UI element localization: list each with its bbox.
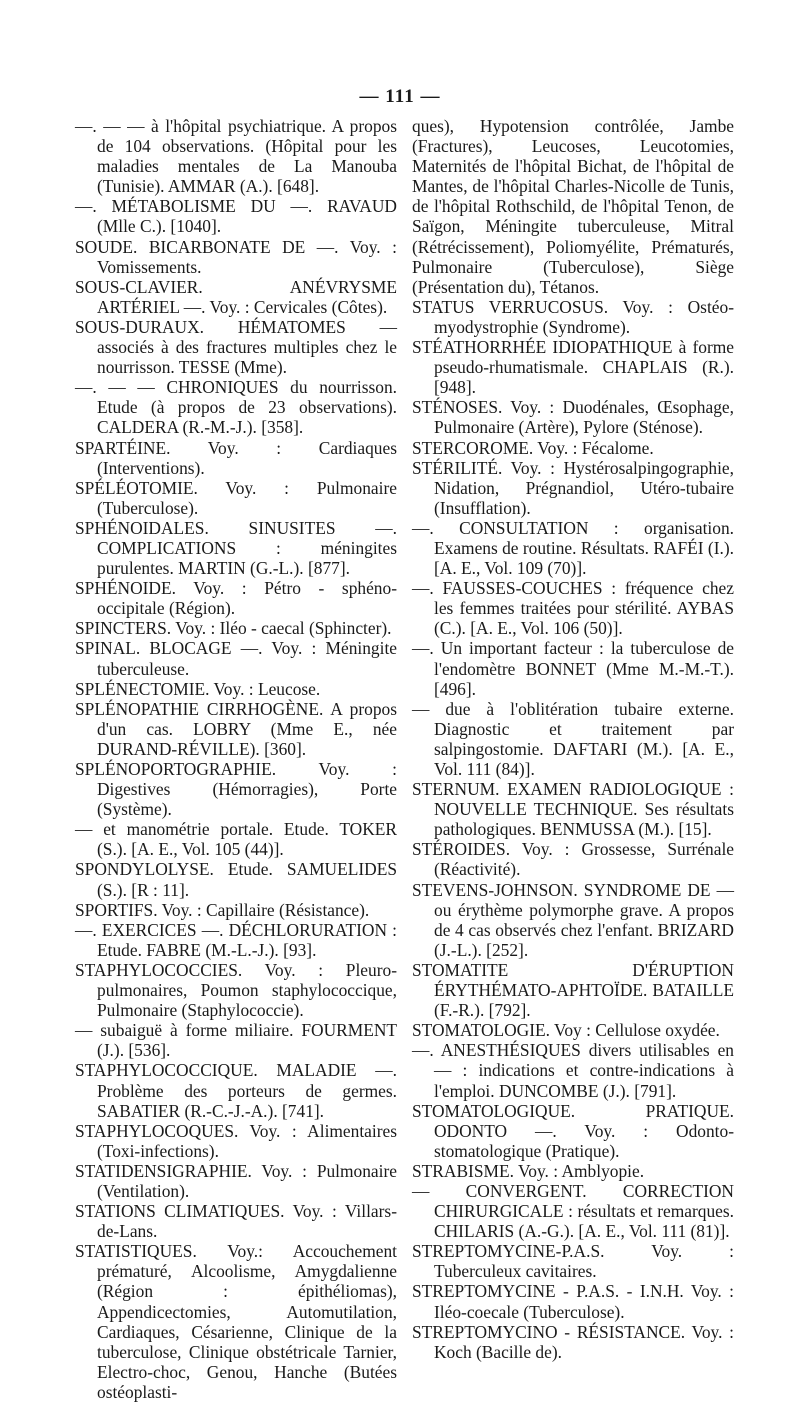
index-entry: — et manométrie portale. Etude. TOKER (S.). [A. E., Vol. 105 (44)]. <box>75 819 397 860</box>
index-entry: STÉRILITÉ. Voy. : Hystérosalpingographie, Nidation, Prégnandiol, Utéro-tubaire (Insufflation). <box>412 457 734 518</box>
index-entry: STATIONS CLIMATIQUES. Voy. : Villars-de-Lans. <box>75 1201 397 1242</box>
index-entry: STREPTOMYCINE - P.A.S. - I.N.H. Voy. : Iléo-coecale (Tuberculose). <box>412 1281 734 1322</box>
index-entry: SPHÉNOIDALES. SINUSITES —. COMPLICATIONS : méningites purulentes. MARTIN (G.-L.). [877]. <box>75 517 397 579</box>
index-entry: STAPHYLOCOQUES. Voy. : Alimentaires (Toxi-infections). <box>75 1120 397 1161</box>
index-entry: STRABISME. Voy. : Amblyopie. <box>412 1160 645 1181</box>
index-entry: STAPHYLOCOCCIQUE. MALADIE —. Problème des porteurs de germes. SABATIER (R.-C.-J.-A.). [741]. <box>75 1060 397 1121</box>
index-entry: SPINCTERS. Voy. : Iléo - caecal (Sphincter). <box>75 618 392 639</box>
index-entry: SPINAL. BLOCAGE —. Voy. : Méningite tuberculeuse. <box>75 638 397 679</box>
index-entry: —. MÉTABOLISME DU —. RAVAUD (Mlle C.). [1040]. <box>75 196 397 237</box>
index-entry: SPLÉNOPORTOGRAPHIE. Voy. : Digestives (Hémorragies), Porte (Système). <box>75 759 397 820</box>
index-entry: STOMATOLOGIE. Voy : Cellulose oxydée. <box>412 1020 720 1041</box>
index-entry: STATISTIQUES. Voy.: Accouchement prématuré, Alcoolisme, Amygdalienne (Région : épithéliomas), Appendicectomies, Automutilation, Cardiaques, Césarienne, Clinique de la tuberculose, Clinique obstétricale Tarnier, Electro-choc, Genou, Hanche (Butées ostéoplasti- <box>75 1241 397 1402</box>
index-column-left <box>75 116 397 1402</box>
index-entry: STÉNOSES. Voy. : Duodénales, Œsophage, Pulmonaire (Artère), Pylore (Sténose). <box>412 397 734 438</box>
index-entry: STATUS VERRUCOSUS. Voy. : Ostéo-myodystrophie (Syndrome). <box>412 296 734 337</box>
index-entry: STAPHYLOCOCCIES. Voy. : Pleuro-pulmonaires, Poumon staphylococcique, Pulmonaire (Staphylococcie). <box>75 959 397 1021</box>
index-entry: SOUS-CLAVIER. ANÉVRYSME ARTÉRIEL —. Voy. : Cervicales (Côtes). <box>75 276 397 317</box>
index-entry: —. Un important facteur : la tuberculose de l'endomètre BONNET (Mme M.-M.-T.). [496]. <box>412 638 734 699</box>
index-entry: STERCOROME. Voy. : Fécalome. <box>412 437 654 458</box>
index-entry: SPÉLÉOTOMIE. Voy. : Pulmonaire (Tuberculose). <box>75 477 397 518</box>
index-entry: — due à l'oblitération tubaire externe. Diagnostic et traitement par salpingostomie. DAFTARI (M.). [A. E., Vol. 111 (84)]. <box>412 698 734 779</box>
index-entry: —. — — CHRONIQUES du nourrisson. Etude (à propos de 23 observations). CALDERA (R.-M.-J.). [358]. <box>75 377 397 438</box>
index-entry: STOMATOLOGIQUE. PRATIQUE. ODONTO —. Voy. : Odonto-stomatologique (Pratique). <box>412 1100 734 1161</box>
index-entry: SPONDYLOLYSE. Etude. SAMUELIDES (S.). [R : 11]. <box>75 859 397 900</box>
index-entry: — subaiguë à forme miliaire. FOURMENT (J.). [536]. <box>75 1020 397 1061</box>
index-entry: —. FAUSSES-COUCHES : fréquence chez les femmes traitées pour stérilité. AYBAS (C.). [A. E., Vol. 106 (50)]. <box>412 578 734 639</box>
index-entry: —. EXERCICES —. DÉCHLORURATION : Etude. FABRE (M.-L.-J.). [93]. <box>75 919 397 960</box>
index-entry: SPARTÉINE. Voy. : Cardiaques (Interventions). <box>75 437 397 478</box>
index-entry: SPORTIFS. Voy. : Capillaire (Résistance). <box>75 899 370 920</box>
index-entry: —. CONSULTATION : organisation. Examens de routine. Résultats. RAFÉI (I.). [A. E., Vol. 109 (70)]. <box>412 517 734 579</box>
index-entry: SOUS-DURAUX. HÉMATOMES — associés à des fractures multiples chez le nourrisson. TESSE (Mme). <box>75 316 397 378</box>
index-entry: STREPTOMYCINO - RÉSISTANCE. Voy. : Koch (Bacille de). <box>412 1321 734 1362</box>
index-entry: STÉATHORRHÉE IDIOPATHIQUE à forme pseudo-rhumatismale. CHAPLAIS (R.). [948]. <box>412 337 734 398</box>
index-entry: STÉROIDES. Voy. : Grossesse, Surrénale (Réactivité). <box>412 839 734 880</box>
index-entry: STERNUM. EXAMEN RADIOLOGIQUE : NOUVELLE TECHNIQUE. Ses résultats pathologiques. BENMUSSA (M.). [15]. <box>412 779 734 840</box>
index-entry: STOMATITE D'ÉRUPTION ÉRYTHÉMATO-APHTOÏDE. BATAILLE (F.-R.). [792]. <box>412 959 734 1021</box>
index-entry: ques), Hypotension contrôlée, Jambe (Fractures), Leucoses, Leucotomies, Maternités de l'hôpital Bichat, de l'hôpital de Mantes, de l'hôpital Charles-Nicolle de Tunis, de l'hôpital Rothschild, de l'hôpital Tenon, de Saïgon, Méningite tuberculeuse, Mitral (Rétrécissement), Poliomyélite, Prématurés, Pulmonaire (Tuberculose), Siège (Présentation du), Tétanos. <box>412 116 734 297</box>
index-entry: STATIDENSIGRAPHIE. Voy. : Pulmonaire (Ventilation). <box>75 1160 397 1201</box>
index-entry: STEVENS-JOHNSON. SYNDROME DE — ou érythème polymorphe grave. A propos de 4 cas observés chez l'enfant. BRIZARD (J.-L.). [252]. <box>412 879 734 960</box>
index-entry: —. — — à l'hôpital psychiatrique. A propos de 104 observations. (Hôpital pour les maladies mentales de La Manouba (Tunisie). AMMAR (A.). [648]. <box>75 116 397 197</box>
index-entry: —. ANESTHÉSIQUES divers utilisables en — : indications et contre-indications à l'emploi. DUNCOMBE (J.). [791]. <box>412 1040 734 1101</box>
page-number: — 111 — <box>359 86 441 107</box>
index-entry: STREPTOMYCINE-P.A.S. Voy. : Tuberculeux cavitaires. <box>412 1241 734 1282</box>
index-entry: SPLÉNECTOMIE. Voy. : Leucose. <box>75 678 321 699</box>
index-entry: SPLÉNOPATHIE CIRRHOGÈNE. A propos d'un cas. LOBRY (Mme E., née DURAND-RÉVILLE). [360]. <box>75 698 397 759</box>
index-entry: SOUDE. BICARBONATE DE —. Voy. : Vomissements. <box>75 236 397 277</box>
index-entry: — CONVERGENT. CORRECTION CHIRURGICALE : résultats et remarques. CHILARIS (A.-G.). [A. E., Vol. 111 (81)]. <box>412 1180 734 1242</box>
index-column-right <box>412 116 734 1362</box>
index-entry: SPHÉNOIDE. Voy. : Pétro - sphéno-occipitale (Région). <box>75 578 397 619</box>
